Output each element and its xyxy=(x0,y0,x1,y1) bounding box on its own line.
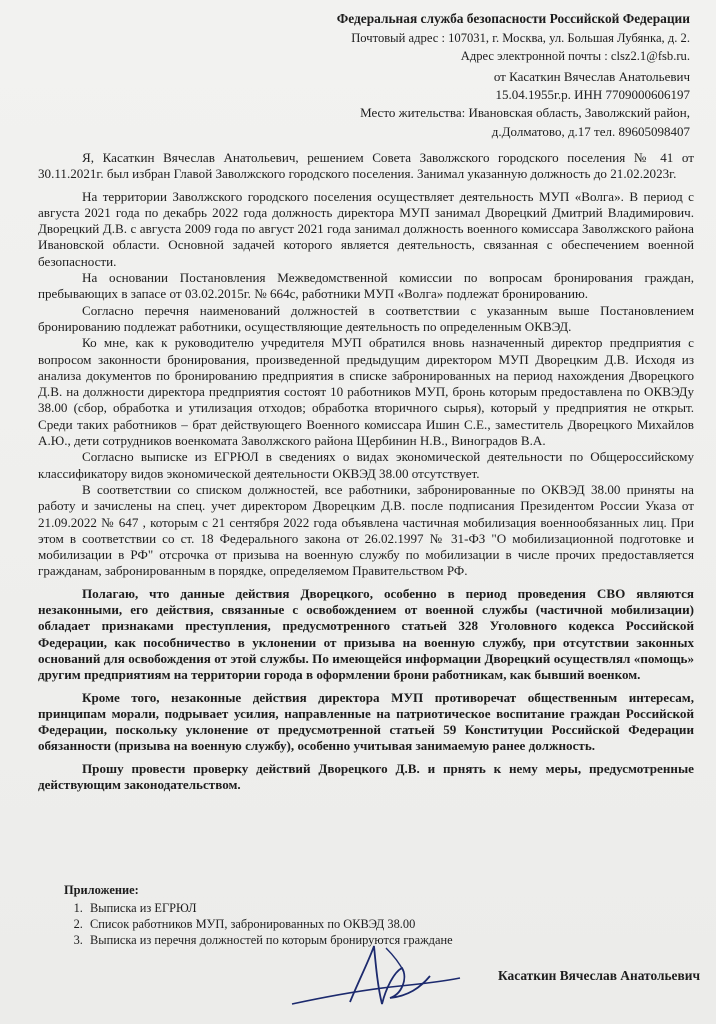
recipient-org: Федеральная служба безопасности Российской Федерации xyxy=(336,11,690,26)
paragraph-5: Ко мне, как к руководителю учредителя МУП обратился вновь назначенный директор предприятия с вопросом законности бронирования, произведенной предыдущим директором МУП Дворецким Д.В. Исходя из анализа документов по бронированию предприятия в списке забронированных на период нахождения Дворецкого Д.В. на должности директора предприятия состоят 10 работников МУП, бронь которым предоставлена по ОКВЭДу 38.00 (сбор, обработка и утилизация отходов; обработка вторичного сырья), который у предприятия не открыт. Среди таких работников – брат действующего Военного комиссара Ишин С.Е., заместитель Дворецкого Михайлов А.Ю., дети сотрудников военкомата Заволжского района Щербинин Н.В., Виноградов В.А. xyxy=(38,335,694,449)
sender-block xyxy=(250,68,690,141)
sender-address-line-1: Место жительства: Ивановская область, Заволжский район, xyxy=(360,105,690,121)
attachments-title: Приложение: xyxy=(64,883,139,897)
recipient-postal-address: Почтовый адрес : 107031, г. Москва, ул. Большая Лубянка, д. 2. xyxy=(351,30,690,45)
paragraph-7: В соответствии со списком должностей, все работники, забронированные по ОКВЭД 38.00 приняты на работу и зачислены на спец. учет директором Дворецким Д.В. после подписания Президентом России Указа от 21.09.2022 № 647 , которым с 21 сентября 2022 года объявлена частичная мобилизация военнообязанных лиц. При этом в соответствии со ст. 18 Федерального закона от 26.02.1997 № 31-ФЗ "О мобилизационной подготовке и мобилизации в РФ" отсрочка от призыва на военную службу по мобилизации в числе прочих предоставляется гражданам, забронированным в порядке, определяемом Правительством РФ. xyxy=(38,481,694,579)
paragraph-8: Полагаю, что данные действия Дворецкого, особенно в период проведения СВО являются незаконными, его действия, связанные с освобождением от военной службы (частичной мобилизации) обладает признаками преступления, предусмотренного статьей 328 Уголовного кодекса Российской Федерации, как пособничество в уклонении от призыва на военную службу, при отсутствии законных оснований для освобождения от этой службы. По имеющейся информации Дворецкий осуществлял «помощь» другим предприятиям на территории города в оформлении брони работникам, как бывший военком. xyxy=(38,585,694,683)
sender-name: от Касаткин Вячеслав Анатольевич xyxy=(493,69,690,84)
paragraph-1: Я, Касаткин Вячеслав Анатольевич, решением Совета Заволжского городского поселения № 41 от 30.11.2021г. был избран Главой Заволжского городского поселения. Занимал указанную должность до 21.02.2023г. xyxy=(38,150,694,182)
handwritten-signature xyxy=(290,938,490,1018)
paragraph-3: На основании Постановления Межведомственной комиссии по вопросам бронирования граждан, пребывающих в запасе от 03.02.2015г. № 664с, работники МУП «Волга» подлежат бронированию. xyxy=(38,270,694,302)
paragraph-2: На территории Заволжского городского поселения осуществляет деятельность МУП «Волга». В период с августа 2021 года по декабрь 2022 года должность директора МУП занимал Дворецкий Дмитрий Владимирович. Дворецкий Д.В. с августа 2009 года по август 2021 года занимал должность военного комиссара Заволжского района Ивановской области. Основной задачей которого является деятельность, связанная с обеспечением военной безопасности. xyxy=(38,188,694,269)
signature-icon xyxy=(290,938,490,1018)
paragraph-4: Согласно перечня наименований должностей в соответствии с указанным выше Постановлением бронированию подлежат работники, осуществляющие деятельность по определенным ОКВЭД. xyxy=(38,302,694,334)
letter-body xyxy=(38,150,694,793)
paragraph-6: Согласно выписке из ЕГРЮЛ в сведениях о видах экономической деятельности по Общероссийскому классификатору видов экономической деятельности ОКВЭД 38.00 отсутствует. xyxy=(38,449,694,481)
attachment-item: 1. Выписка из ЕГРЮЛ xyxy=(86,900,600,916)
sender-address-line-2: д.Долматово, д.17 тел. 89605098407 xyxy=(491,123,690,139)
attachment-item: 3. Выписка из перечня должностей по которым бронируются граждане xyxy=(86,932,600,948)
attachment-item: 2. Список работников МУП, забронированных по ОКВЭД 38.00 xyxy=(86,916,600,932)
paragraph-10: Прошу провести проверку действий Дворецкого Д.В. и прнять к нему меры, предусмотренные действующим законодательством. xyxy=(38,760,694,792)
recipient-email: Адрес электронной почты : clsz2.1@fsb.ru. xyxy=(460,49,690,63)
paragraph-9: Кроме того, незаконные действия директора МУП противоречат общественным интересам, принципам морали, подрывает усилия, направленные на патриотическое воспитание граждан Российской Федерации, поскольку уклонение от предусмотренной статьей 59 Конституции Российской Федерации обязанности (призыва на военную службу), особенно учитывая занимаемую ранее должность. xyxy=(38,689,694,754)
recipient-block xyxy=(250,10,690,66)
sender-dob-inn: 15.04.1955г.р. ИНН 7709000606197 xyxy=(495,87,690,103)
signature-name: Касаткин Вячеслав Анатольевич xyxy=(497,968,700,983)
